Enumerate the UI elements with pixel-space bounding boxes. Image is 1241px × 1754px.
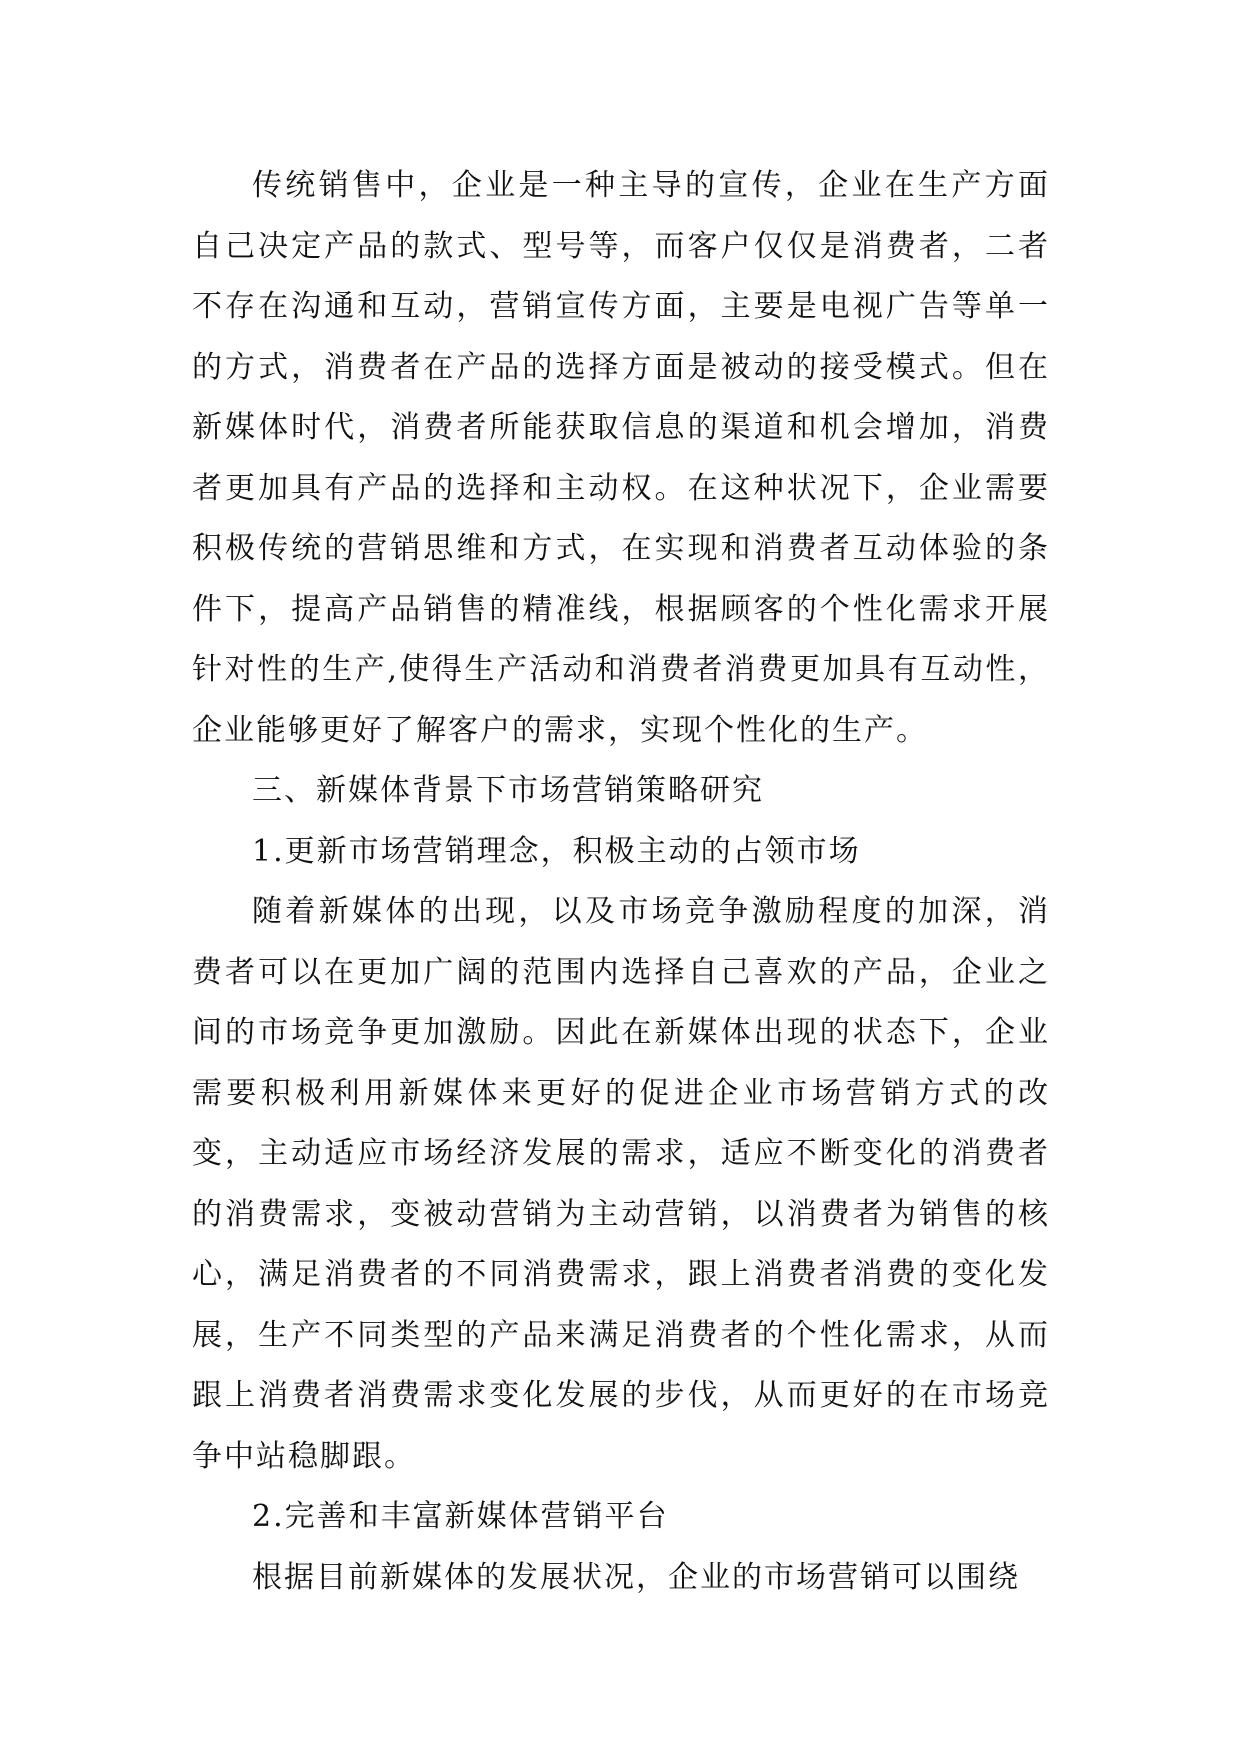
document-body xyxy=(192,156,1050,1608)
body-paragraph: 随着新媒体的出现，以及市场竞争激励程度的加深，消费者可以在更加广阔的范围内选择自己喜欢的产品，企业之间的市场竞争更加激励。因此在新媒体出现的状态下，企业需要积极利用新媒体来更好的促进企业市场营销方式的改变，主动适应市场经济发展的需求，适应不断变化的消费者的消费需求，变被动营销为主动营销，以消费者为销售的核心，满足消费者的不同消费需求，跟上消费者消费的变化发展，生产不同类型的产品来满足消费者的个性化需求，从而跟上消费者消费需求变化发展的步伐，从而更好的在市场竞争中站稳脚跟。 xyxy=(192,894,1050,1474)
body-paragraph: 传统销售中，企业是一种主导的宣传，企业在生产方面自己决定产品的款式、型号等，而客户仅仅是消费者，二者不存在沟通和互动，营销宣传方面，主要是电视广告等单一的方式，消费者在产品的选择方面是被动的接受模式。但在新媒体时代，消费者所能获取信息的渠道和机会增加，消费者更加具有产品的选择和主动权。在这种状况下，企业需要积极传统的营销思维和方式，在实现和消费者互动体验的条件下，提高产品销售的精准线，根据顾客的个性化需求开展针对性的生产,使得生产活动和消费者消费更加具有互动性，企业能够更好了解客户的需求，实现个性化的生产。 xyxy=(192,168,1050,748)
subsection-heading: 2.完善和丰富新媒体营销平台 xyxy=(252,1499,669,1534)
section-heading: 三、新媒体背景下市场营销策略研究 xyxy=(252,773,764,808)
subsection-heading: 1.更新市场营销理念，积极主动的占领市场 xyxy=(252,833,861,869)
body-paragraph: 根据目前新媒体的发展状况，企业的市场营销可以围绕 xyxy=(252,1559,1020,1595)
